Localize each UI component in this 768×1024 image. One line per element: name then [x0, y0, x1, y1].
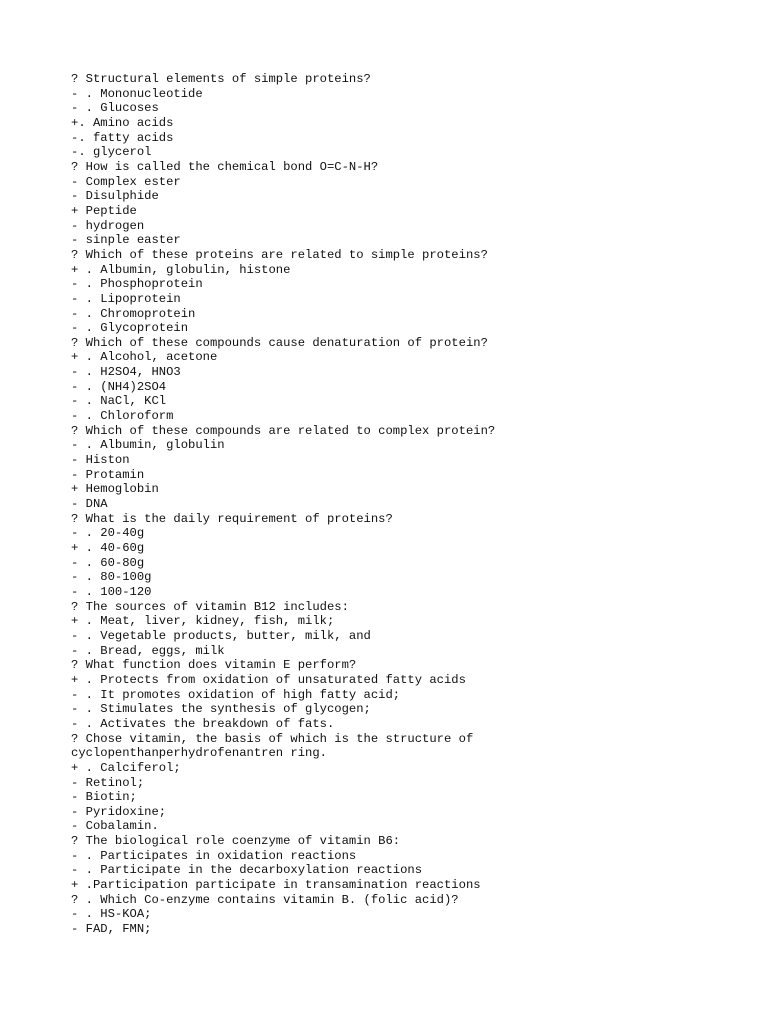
answer-line-correct: + . Protects from oxidation of unsaturated fatty acids — [71, 672, 466, 687]
answer-line: - . Chloroform — [71, 409, 174, 424]
answer-line-correct: + . Meat, liver, kidney, fish, milk; — [71, 614, 335, 629]
answer-line-correct: + . Calciferol; — [71, 760, 181, 775]
answer-line: - sinple easter — [71, 233, 181, 248]
answer-line: - Pyridoxine; — [71, 804, 167, 819]
answer-line-correct: + . Alcohol, acetone — [71, 350, 218, 365]
answer-line: - Cobalamin. — [71, 819, 159, 834]
answer-line: - FAD, FMN; — [71, 922, 152, 937]
answer-line: - . Vegetable products, butter, milk, and — [71, 628, 371, 643]
answer-line: - . Phosphoprotein — [71, 277, 203, 292]
question-line: ? The biological role coenzyme of vitamin B6: — [71, 834, 401, 849]
question-line: ? How is called the chemical bond O=C-N-H? — [71, 159, 379, 174]
answer-line: - . NaCl, KCl — [71, 394, 167, 409]
question-line: ? Which of these proteins are related to simple proteins? — [71, 247, 488, 262]
answer-line-correct: + . Albumin, globulin, histone — [71, 262, 291, 277]
answer-line: - . It promotes oxidation of high fatty acid; — [71, 687, 401, 702]
question-line: ? The sources of vitamin B12 includes: — [71, 599, 349, 614]
document-page — [71, 72, 751, 937]
answer-line: - . Glycoprotein — [71, 321, 189, 336]
answer-line: - . HS-KOA; — [71, 907, 152, 922]
answer-line-correct: + Peptide — [71, 203, 137, 218]
question-line-continued: cyclopenthanperhydrofenantren ring. — [71, 746, 327, 761]
answer-line: - . Chromoprotein — [71, 306, 196, 321]
answer-line: - . 80-100g — [71, 570, 152, 585]
question-line: ? Chose vitamin, the basis of which is the structure of — [71, 731, 474, 746]
answer-line: - . Glucoses — [71, 101, 159, 116]
answer-line: - Disulphide — [71, 189, 159, 204]
answer-line: - . Albumin, globulin — [71, 438, 225, 453]
answer-line-correct: +. Amino acids — [71, 115, 174, 130]
answer-line: - . Participate in the decarboxylation reactions — [71, 863, 423, 878]
answer-line-correct: + Hemoglobin — [71, 482, 159, 497]
answer-line: - . Activates the breakdown of fats. — [71, 716, 335, 731]
question-line: ? What function does vitamin E perform? — [71, 658, 357, 673]
answer-line: - . 20-40g — [71, 526, 145, 541]
answer-line-correct: + .Participation participate in transamination reactions — [71, 878, 481, 893]
answer-line: - . Stimulates the synthesis of glycogen; — [71, 702, 371, 717]
answer-line: - hydrogen — [71, 218, 145, 233]
answer-line: - . 60-80g — [71, 555, 145, 570]
answer-line: - . Participates in oxidation reactions — [71, 848, 357, 863]
answer-line: - . Bread, eggs, milk — [71, 643, 225, 658]
answer-line: -. glycerol — [71, 145, 152, 160]
answer-line: - DNA — [71, 497, 108, 512]
answer-line: - . 100-120 — [71, 584, 152, 599]
answer-line: - Protamin — [71, 467, 145, 482]
answer-line: - Complex ester — [71, 174, 181, 189]
question-line: ? What is the daily requirement of proteins? — [71, 511, 393, 526]
answer-line: - . (NH4)2SO4 — [71, 379, 167, 394]
answer-line: - . Lipoprotein — [71, 291, 181, 306]
question-line: ? Which of these compounds are related to complex protein? — [71, 423, 496, 438]
answer-line-correct: + . 40-60g — [71, 541, 145, 555]
answer-line: - . H2SO4, HNO3 — [71, 365, 181, 380]
answer-line: - . Mononucleotide — [71, 86, 203, 101]
answer-line: - Retinol; — [71, 775, 145, 790]
question-line: ? Structural elements of simple proteins? — [71, 72, 371, 86]
answer-line: -. fatty acids — [71, 130, 174, 145]
question-line: ? Which of these compounds cause denaturation of protein? — [71, 335, 488, 350]
answer-line: - Biotin; — [71, 790, 137, 805]
answer-line: - Histon — [71, 453, 130, 468]
question-line: ? . Which Co-enzyme contains vitamin B. (folic acid)? — [71, 892, 459, 907]
